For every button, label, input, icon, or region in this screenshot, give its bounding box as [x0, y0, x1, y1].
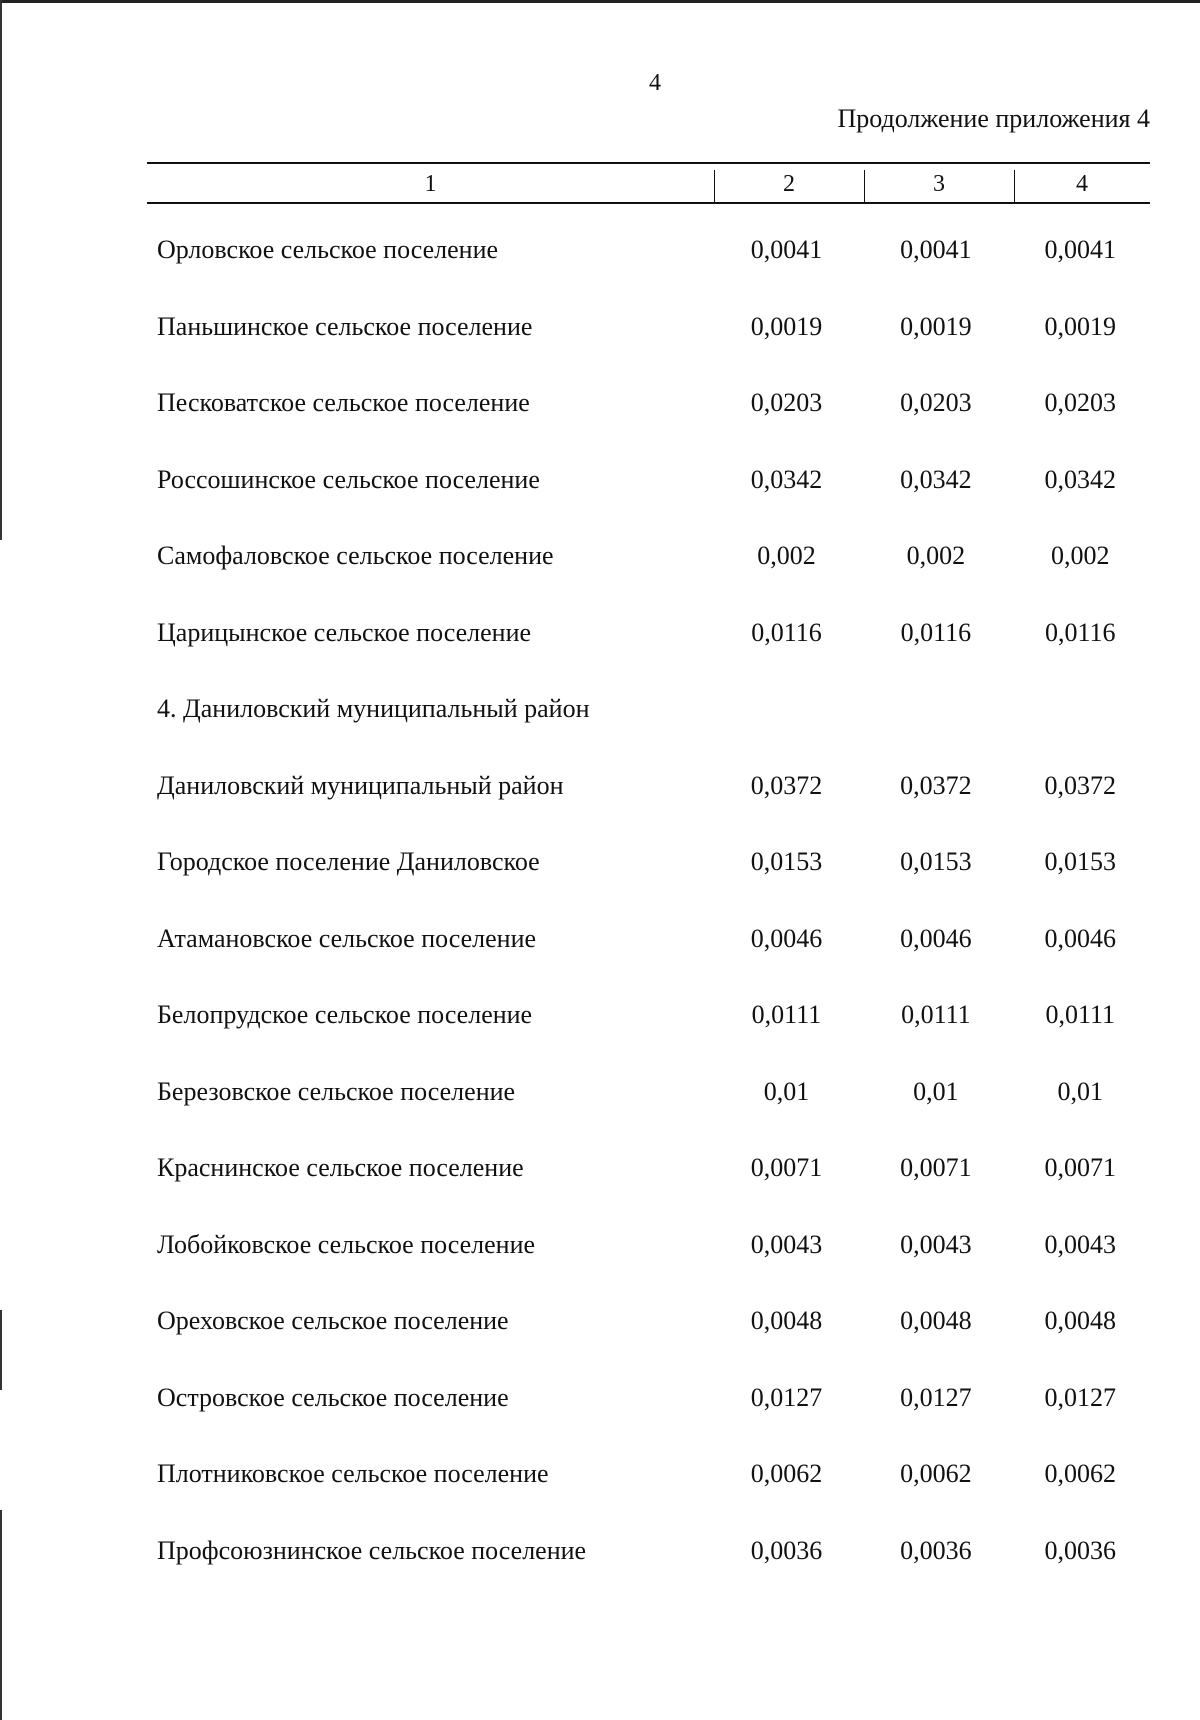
- row-name: Атамановское сельское поселение: [157, 923, 537, 953]
- table-row: [147, 518, 1150, 595]
- table-row: [147, 1207, 1150, 1284]
- header-col-4: 4: [1076, 171, 1088, 197]
- row-value-col2: 0,0111: [751, 1000, 822, 1030]
- row-value-col4: 0,0062: [1044, 1459, 1117, 1489]
- row-value-col4: 0,0041: [1044, 235, 1117, 265]
- row-value-col2: 0,0342: [750, 464, 823, 494]
- table-row: [147, 365, 1150, 442]
- scan-left-edge-mark: [0, 1310, 2, 1390]
- row-value-col2: 0,002: [757, 541, 816, 571]
- row-value-col4: 0,01: [1057, 1076, 1104, 1106]
- row-name: Городское поселение Даниловское: [157, 847, 540, 877]
- row-name: Царицынское сельское поселение: [157, 617, 532, 647]
- row-value-col3: 0,0111: [901, 1000, 971, 1030]
- row-value-col4: 0,0342: [1044, 464, 1117, 494]
- row-name: Краснинское сельское поселение: [157, 1153, 524, 1183]
- table-row: [147, 1283, 1150, 1360]
- table-row: [147, 824, 1150, 901]
- row-name: Паньшинское сельское поселение: [157, 311, 533, 341]
- appendix-title: Продолжение приложения 4: [837, 104, 1150, 133]
- row-value-col2: 0,0203: [750, 388, 823, 418]
- row-value-col3: 0,0062: [900, 1459, 972, 1489]
- table-row: [147, 901, 1150, 978]
- row-value-col3: 0,0372: [900, 770, 972, 800]
- row-value-col4: 0,0153: [1044, 847, 1117, 877]
- row-value-col4: 0,0116: [1044, 617, 1116, 647]
- row-value-col3: 0,0041: [900, 235, 972, 265]
- table-row: [147, 1360, 1150, 1437]
- row-value-col3: 0,0043: [900, 1229, 972, 1259]
- table-row: [147, 595, 1150, 672]
- table-row: [147, 1130, 1150, 1207]
- row-value-col2: 0,0048: [750, 1306, 823, 1336]
- row-name: Островское сельское поселение: [157, 1382, 509, 1412]
- row-value-col4: 0,0372: [1044, 770, 1117, 800]
- row-value-col2: 0,0046: [750, 923, 823, 953]
- row-value-col2: 0,0041: [750, 235, 823, 265]
- table-row: [147, 977, 1150, 1054]
- row-value-col2: 0,0116: [751, 617, 822, 647]
- row-value-col4: 0,0111: [1045, 1000, 1116, 1030]
- row-name: Песковатское сельское поселение: [157, 388, 530, 418]
- row-name: Ореховское сельское поселение: [157, 1306, 509, 1336]
- row-value-col4: 0,0048: [1044, 1306, 1117, 1336]
- row-value-col4: 0,0036: [1044, 1535, 1117, 1565]
- row-value-col3: 0,0019: [900, 311, 972, 341]
- row-value-col4: 0,0203: [1044, 388, 1117, 418]
- row-value-col3: 0,0116: [900, 617, 972, 647]
- table-body: [147, 212, 1150, 1589]
- row-value-col2: 0,0127: [750, 1382, 823, 1412]
- row-value-col2: 0,0036: [750, 1535, 823, 1565]
- row-value-col3: 0,0046: [900, 923, 972, 953]
- table-row: [147, 1513, 1150, 1590]
- row-name: Березовское сельское поселение: [157, 1076, 516, 1106]
- row-value-col4: 0,0071: [1044, 1153, 1117, 1183]
- row-value-col2: 0,0043: [750, 1229, 823, 1259]
- row-value-col3: 0,0036: [900, 1535, 972, 1565]
- row-value-col2: 0,0062: [750, 1459, 823, 1489]
- row-value-col2: 0,0372: [750, 770, 823, 800]
- table-row: [147, 748, 1150, 825]
- row-value-col3: 0,0153: [900, 847, 972, 877]
- table-row: [147, 212, 1150, 289]
- row-value-col4: 0,0127: [1044, 1382, 1117, 1412]
- row-value-col3: 0,002: [906, 541, 966, 571]
- row-name: Лобойковское сельское поселение: [157, 1229, 536, 1259]
- row-value-col2: 0,0071: [750, 1153, 823, 1183]
- section-heading-row: [147, 671, 1150, 748]
- row-value-col3: 0,0203: [900, 388, 972, 418]
- table-row: [147, 442, 1150, 519]
- row-value-col4: 0,0019: [1044, 311, 1117, 341]
- row-value-col4: 0,002: [1051, 541, 1110, 571]
- table-row: [147, 1436, 1150, 1513]
- row-name: Орловское сельское поселение: [157, 235, 499, 265]
- row-value-col3: 0,0342: [900, 464, 972, 494]
- row-value-col3: 0,0048: [900, 1306, 972, 1336]
- table-row: [147, 289, 1150, 366]
- header-col-2: 2: [783, 171, 795, 197]
- row-name: Россошинское сельское поселение: [157, 464, 540, 494]
- header-col-3: 3: [933, 171, 945, 197]
- header-top-rule: [147, 162, 1150, 164]
- row-name: Плотниковское сельское поселение: [157, 1459, 549, 1489]
- header-col-1: 1: [424, 171, 437, 197]
- section-heading: 4. Даниловский муниципальный район: [157, 694, 590, 724]
- row-value-col3: 0,0071: [900, 1153, 972, 1183]
- row-value-col3: 0,0127: [900, 1382, 972, 1412]
- row-value-col3: 0,01: [913, 1076, 959, 1106]
- header-bottom-rule: [147, 202, 1150, 204]
- row-value-col2: 0,01: [763, 1076, 810, 1106]
- row-value-col2: 0,0019: [750, 311, 823, 341]
- row-value-col4: 0,0043: [1044, 1229, 1117, 1259]
- table-row: [147, 1054, 1150, 1131]
- row-name: Белопрудское сельское поселение: [157, 1000, 533, 1030]
- scan-top-edge: [0, 0, 1200, 3]
- row-name: Самофаловское сельское поселение: [157, 541, 554, 571]
- row-value-col4: 0,0046: [1044, 923, 1117, 953]
- table-header: [147, 162, 1150, 204]
- page-number: 4: [649, 70, 661, 96]
- row-name: Даниловский муниципальный район: [157, 770, 564, 800]
- row-name: Профсоюзнинское сельское поселение: [157, 1535, 587, 1565]
- row-value-col2: 0,0153: [750, 847, 823, 877]
- scan-left-edge-mark: [0, 1510, 2, 1720]
